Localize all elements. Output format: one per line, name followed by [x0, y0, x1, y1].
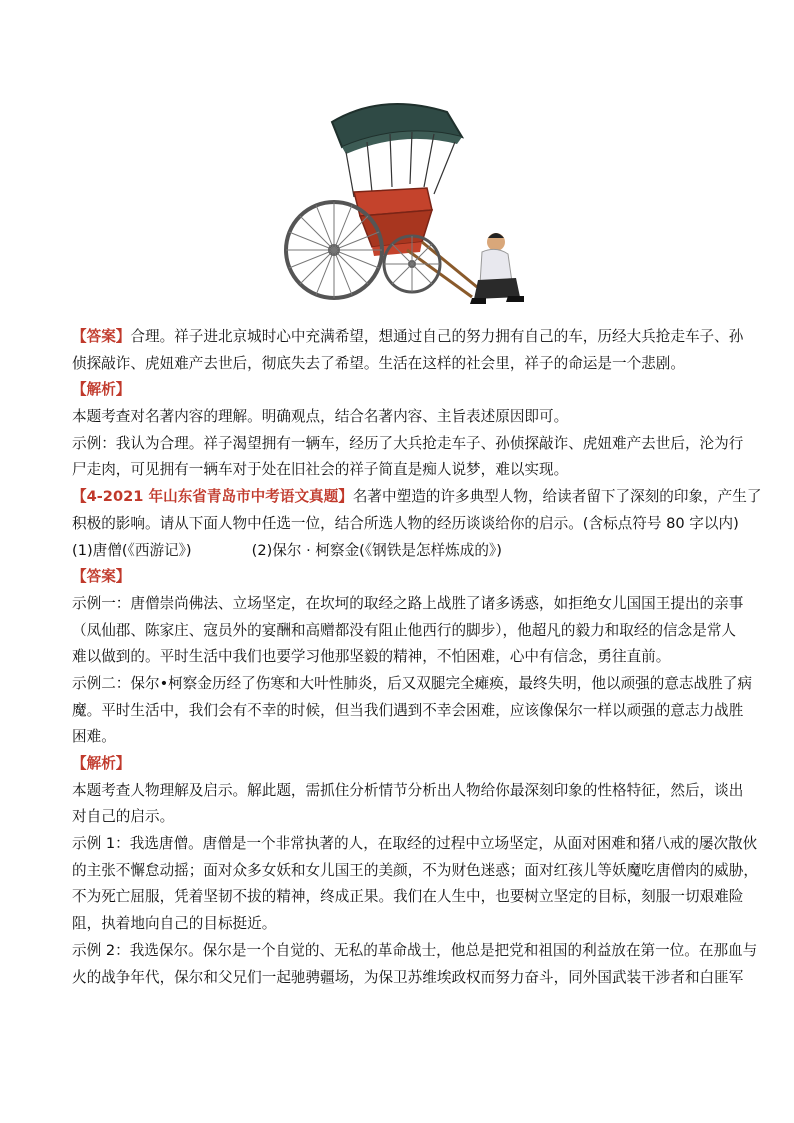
analysis2-line-1: 本题考查人物理解及启示。解此题，需抓住分析情节分析出人物给你最深刻印象的性格特征，然后，谈出	[72, 781, 744, 799]
answer-tag: 【答案】	[72, 328, 131, 345]
document-body	[72, 326, 762, 993]
question-source-tag: 【4-2021 年山东省青岛市中考语文真题】	[72, 488, 353, 506]
example-line-1: 示例：我认为合理。祥子渴望拥有一辆车，经历了大兵抢走车子、孙侦探敲诈、虎妞难产去世后，沦为行	[72, 434, 744, 452]
analysis2-line-2: 对自己的启示。	[72, 808, 175, 826]
analysis-heading: 【解析】	[72, 381, 131, 399]
question-line-2: 积极的影响。请从下面人物中任选一位，结合所选人物的经历谈谈给你的启示。(含标点符号 80 字以内)	[72, 514, 739, 532]
rickshaw-illustration	[272, 92, 530, 310]
analysis2-line-5: 不为死亡屈服，凭着坚韧不拔的精神，终成正果。我们在人生中，也要树立坚定的目标，刻服一切艰难险	[72, 888, 744, 906]
answer2-line-2: （凤仙郡、陈家庄、寇员外的宴酬和高赠都没有阻止他西行的脚步），他超凡的毅力和取经的信念是常人	[72, 621, 737, 639]
example-line-2: 尸走肉，可见拥有一辆车对于处在旧社会的祥子简直是痴人说梦，难以实现。	[72, 461, 569, 479]
analysis2-line-4: 的主张不懈怠动摇；面对众多女妖和女儿国王的美颜，不为财色迷惑；面对红孩儿等妖魔吃唐僧肉的威胁，	[72, 861, 758, 879]
analysis2-line-8: 火的战争年代，保尔和父兄们一起驰骋疆场，为保卫苏维埃政权而努力奋斗，同外国武装干涉者和白匪军	[72, 968, 744, 986]
analysis2-line-7: 示例 2：我选保尔。保尔是一个自觉的、无私的革命战士，他总是把党和祖国的利益放在第一位。在那血与	[72, 941, 758, 959]
answer2-line-4: 示例二：保尔•柯察金历经了伤寒和大叶性肺炎，后又双腿完全瘫痪，最终失明，他以顽强的意志战胜了病	[72, 674, 752, 692]
question-options	[72, 540, 732, 562]
answer-line-2: 侦探敲诈、虎妞难产去世后，彻底失去了希望。生活在这样的社会里，祥子的命运是一个悲剧。	[72, 354, 685, 372]
answer2-line-5: 魔。平时生活中，我们会有不幸的时候，但当我们遇到不幸会困难，应该像保尔一样以顽强的意志力战胜	[72, 701, 744, 719]
analysis2-line-6: 阻，执着地向自己的目标挺近。	[72, 915, 277, 933]
question-line-1: 【4-2021 年山东省青岛市中考语文真题】名著中塑造的许多典型人物，给读者留下了深刻的印象，产生了	[72, 488, 762, 506]
answer2-line-6: 困难。	[72, 728, 116, 746]
answer-line-1: 【答案】合理。祥子进北京城时心中充满希望，想通过自己的努力拥有自己的车，历经大兵抢走车子、孙	[72, 328, 744, 345]
option-1: (1)唐僧(《西游记》)	[72, 541, 192, 559]
answer2-line-3: 难以做到的。平时生活中我们也要学习他那坚毅的精神，不怕困难，心中有信念，勇往直前。	[72, 648, 671, 666]
answer2-line-1: 示例一：唐僧崇尚佛法、立场坚定，在坎坷的取经之路上战胜了诸多诱惑，如拒绝女儿国国王提出的亲事	[72, 594, 744, 612]
answer-heading-2: 【答案】	[72, 568, 131, 586]
analysis-line-1: 本题考查对名著内容的理解。明确观点，结合名著内容、主旨表述原因即可。	[72, 408, 569, 426]
analysis-heading-2: 【解析】	[72, 755, 131, 772]
analysis2-line-3: 示例 1：我选唐僧。唐僧是一个非常执著的人，在取经的过程中立场坚定，从面对困难和猪八戒的屡次散伙	[72, 835, 758, 853]
option-2: (2)保尔 · 柯察金(《钢铁是怎样炼成的》)	[251, 541, 502, 559]
